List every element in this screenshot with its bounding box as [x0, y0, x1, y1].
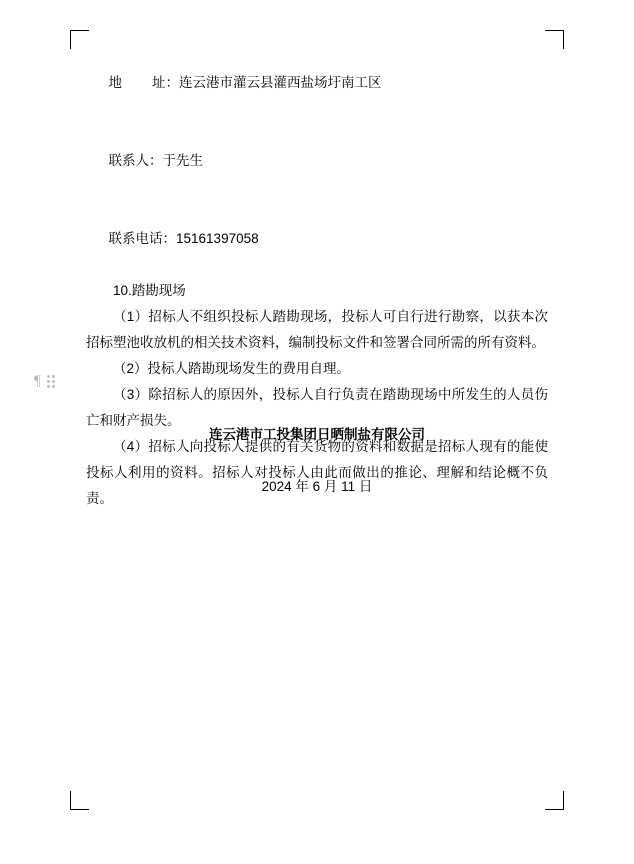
signature-date: 2024 年 6 月 11 日: [261, 479, 373, 494]
paragraph-handle-widget[interactable]: [34, 374, 55, 389]
address-label: 地 址：: [108, 75, 180, 90]
signature-company: 连云港市工投集团日晒制盐有限公司: [209, 427, 425, 442]
drag-handle-icon[interactable]: [47, 375, 55, 388]
paragraph-2: （2）投标人踏勘现场发生的费用自理。: [113, 361, 351, 376]
contact-phone-value: 15161397058: [176, 231, 259, 246]
crop-mark-bottom-left: [70, 791, 89, 810]
paragraph-4: （4）招标人向投标人提供的有关货物的资料和数据是招标人现有的能使投标人利用的资料。招标人对投标人由此而做出的推论、理解和结论概不负责。: [86, 439, 548, 506]
pilcrow-icon[interactable]: ¶: [34, 373, 40, 389]
crop-mark-bottom-right: [545, 791, 564, 810]
paragraph-3: （3）除招标人的原因外，投标人自行负责在踏勘现场中所发生的人员伤亡和财产损失。: [86, 387, 548, 428]
address-line: [86, 44, 548, 122]
contact-phone-label: 联系电话：: [108, 231, 177, 246]
signature-block: [86, 422, 548, 500]
contact-person-value: 于先生: [162, 153, 204, 168]
contact-phone-line: [86, 200, 548, 278]
paragraph-1: （1）招标人不组织投标人踏勘现场，投标人可自行进行勘察，以获本次招标塑池收放机的相关技术资料，编制投标文件和签署合同所需的所有资料。: [86, 309, 548, 350]
address-value: 连云港市灌云县灌西盐场圩南工区: [179, 75, 382, 90]
contact-person-line: [86, 122, 548, 200]
contact-person-label: 联系人：: [108, 153, 163, 168]
section-heading: 10.踏勘现场: [113, 283, 186, 298]
